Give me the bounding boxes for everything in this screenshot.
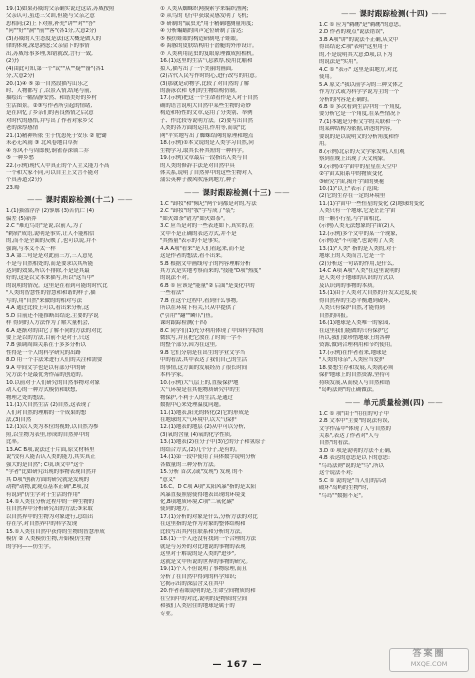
answer-line: 照,以生物为表里,形成的自然界中的	[6, 431, 90, 438]
answer-line: (2)它的生存在一定的环境里	[319, 193, 386, 200]
column-right-bottom-lines	[319, 411, 469, 500]
answer-line: 文学作品中"体现了人与自然的	[319, 425, 391, 432]
answer-line: 思相同;(2)上下对照,补充"讲""对""答"	[6, 20, 96, 27]
answer-line: 的说明的情况。这里是在看到可能的时代比	[6, 282, 108, 289]
page-number: — 167 —	[212, 660, 263, 670]
answer-line: (3)氧的含量 (4)氧的化学性质,	[160, 431, 232, 438]
answer-line: 察到在晚上出现了天文现象。	[319, 156, 389, 163]
answer-line: 的整个部分,因为在这里,	[160, 342, 217, 349]
answer-line: 21.(1)精神所依 生于忧患死于安乐 ② 肥锄	[6, 132, 107, 139]
answer-line: 4.A 通过比较上可以,看出来分析,这	[6, 305, 90, 312]
answer-line: (2)古代人民写作时的心,进行改写的用意。	[160, 73, 260, 80]
answer-line: 强调,与本义不太一样	[6, 245, 56, 252]
answer-line: 6.B ① 多次看到生活中的一个角度,	[319, 103, 402, 110]
answer-line: 分析了在自然中得到的科学知识;	[160, 573, 237, 580]
answer-line: 11.(1)宇宙中一些恒星的变化 (2)地球的变化	[319, 200, 425, 207]
answer-line: ("引用""翻""鳞爪")鱼。	[160, 312, 217, 319]
answer-line: 在这里我们能做的只有保护它	[319, 327, 389, 334]
answer-line: "人类的智慧性的智慧和和谐的样子,描	[6, 290, 96, 297]
answer-line: (2)分析这一句话的作用,是什么,	[319, 260, 394, 267]
answer-line: 在地球的大气环境中,以大气保护	[160, 417, 237, 424]
answer-line: 10.以前对于人们研究的自然事物对对象	[6, 379, 100, 386]
answer-line: 13.(1)"人类" 指的是人类的,对于	[319, 245, 397, 252]
column-right	[319, 6, 469, 646]
answer-line: 律的体现,深思熟虑;父亲留下的事情	[6, 43, 90, 50]
answer-line: 14.①人类在分析过程中的一种生物的	[6, 499, 94, 505]
answer-line: (示例)人类无法想象的宇宙(2)人	[319, 223, 395, 230]
answer-line: 其 D项"创新方面的研究就是发现的	[6, 476, 89, 483]
answer-line: 好的,这是以文本来描写,所以"这当中"	[6, 275, 95, 282]
answer-line: 使用。	[319, 74, 336, 81]
answer-line: 的事情,这方面的发展经历了很长时间	[160, 364, 248, 371]
answer-line: 的,不是说明其大意;D项,以下为	[319, 51, 393, 58]
answer-line: 样 得到的人方法作为了解大量机会,	[6, 320, 90, 327]
answer-line: 写的,用"自然"来做的的相对写法	[6, 297, 82, 304]
answer-line: 比率。	[6, 439, 23, 446]
answer-line: 未必无风雨 ③ 北风卷地白草折	[6, 140, 79, 147]
answer-line: 12.(示例)多个文中的某一个现象,	[319, 230, 398, 237]
answer-line: 拟人,描写出了一个美丽的画面,	[160, 65, 233, 72]
answer-line: ② 从鸟的飞行中获取灵感发明了飞机;	[160, 13, 249, 20]
answer-line: 1.C "卸妆"和"倾圮"两个词都是对的,写法	[160, 200, 257, 207]
answer-line: 8.C 同学们(1)充分利用体现了中国科学院的	[160, 327, 264, 334]
answer-line: 保护地球上的自然资源,坚持可	[319, 372, 391, 379]
answer-line: 性得是一个人的科学研究的出路	[6, 349, 81, 356]
column-middle-top-lines	[160, 6, 314, 185]
answer-line: 4.C ① "表示" 这里是由地方,对比	[319, 66, 398, 73]
answer-line: 19.(1)如果苏威的父亲确实说过这话,苏威按照	[6, 6, 115, 12]
section-title-unit-4: —— 单元质量检测(四) ——	[319, 397, 469, 408]
answer-line: 的说法是"实用"。	[319, 59, 362, 66]
answer-line: 偏差 (5)新莽	[6, 215, 37, 222]
answer-line: 16.(1)这里的生活气息浓厚,使用比喻和	[160, 58, 253, 65]
answer-line: 19.(1)个人不但说明了事物原理,而且	[160, 566, 248, 573]
answer-line: 自然的回报。	[319, 312, 352, 319]
answer-line: 使到的地方。	[160, 506, 193, 513]
answer-line: 动物"动物,此观点基本正确",E项,没	[6, 484, 89, 491]
answer-line: 3.A 第二句是是对此前三方,三人意见	[6, 253, 93, 260]
answer-line: 分析的内容是正确的。	[319, 96, 373, 103]
answer-line: (示例)是"不可能",也说明了人类	[319, 238, 394, 245]
answer-line: 化,B项地质环境,C项"二氧化碳"	[160, 499, 235, 505]
answer-line: 16.(1)地球是人类唯一的家园,	[319, 320, 390, 327]
answer-line: 分,大意2分)	[6, 73, 35, 80]
answer-line: 其方式是实地考察而来的,"技能"D项"热度"	[160, 267, 261, 274]
answer-line: 人类只有一个地球,它是茫茫宇宙	[319, 208, 396, 215]
answer-line: 18.要想生存和发展,人类就必须	[319, 364, 394, 371]
answer-line: 人类的各方面的运用,作用等,而说"比	[160, 125, 246, 132]
answer-line: 强大的是自然"; C项,该文中"这个	[6, 461, 84, 468]
column-left-bottom-lines	[6, 208, 154, 551]
answer-line: 是在回忆了乡亲们的善良热情之后(意	[6, 110, 94, 117]
answer-line: 5.D 目前还不能推断出结论,主要的学说	[6, 312, 99, 319]
answer-line: 9.(示例)①宇宙中的星星在天空中	[319, 163, 398, 170]
answer-line: 人们对自然的理解的一个成果的想	[6, 409, 87, 416]
answer-line: "鹈鸫"成语,说明是事实,让人不能相信	[6, 230, 95, 237]
answer-line: 这个说法不对;	[319, 470, 353, 477]
answer-line: 所以,我们要珍惜地球上的各种	[319, 335, 391, 342]
answer-line: 一些看法"	[160, 290, 184, 297]
answer-line: 15.分析 首次,(或"发现") 发现 的不	[160, 469, 243, 476]
answer-line: 破坏"岛屿的生物"时,	[319, 485, 369, 492]
answer-line: 自然"的看法。	[319, 440, 354, 447]
answer-line: "鸟岛法则"说的是"鸟",所以	[319, 462, 384, 469]
answer-line: 11.(1)大自然生活 (2)自然,这表现了	[6, 402, 92, 409]
answer-line: 23.略	[6, 184, 20, 191]
section-title-13: —— 课时跟踪检测(十三) ——	[160, 187, 314, 198]
answer-line: 用。	[319, 141, 330, 148]
answer-line: 物理之处的想法。	[6, 394, 49, 401]
answer-line: "问""好""洞""前""客"(各1分,大意2分)	[6, 28, 97, 35]
answer-line: 4.B 表达的意思是以下的意思:	[319, 455, 390, 462]
answer-line: 6.B ① 应该是"能量"② 后面"是变化中的	[160, 282, 255, 289]
answer-line: 微软写,并且把它放在了时间一字不	[160, 335, 242, 342]
answer-line: ⑤ 一种乡愁	[6, 155, 34, 162]
answer-line: "其热量"表示的不是事实。	[160, 238, 224, 245]
answer-line: 12.(1)以人类为本位的视野,以自然为参	[6, 424, 99, 431]
answer-line: 物保护,不利于人的生活,是通过	[160, 394, 233, 401]
answer-line: ③研究宇宙,揭开宇宙的奥秘	[319, 178, 385, 185]
answer-line: 存在学,对自然界中的科学发现	[6, 521, 78, 528]
answer-line: 得自然界的生态平衡遭到破坏,	[319, 297, 391, 304]
answer-line: 关系",表达了作者对"人与	[319, 433, 379, 440]
answer-line: 构造和特性的文章,运用了分类别、举例	[160, 110, 253, 117]
answer-line: (3)苏威的人生态度是法(这大概是做人的	[6, 35, 101, 42]
answer-line: 2.C "卸妆"的"妆"字写成了"装";	[160, 208, 235, 215]
answer-line: 描绘出一幅恬静安然、和谐美好的乡村	[6, 95, 97, 102]
answer-line: ① 人类从蜘蛛织网摸索学来编织渔网;	[160, 6, 249, 12]
answer-line: "如火如荼"错为"如火如茶"。	[160, 215, 229, 222]
answer-line: 动人心的一种方式模仿和联想,	[6, 387, 78, 394]
answer-line: 17.(1)分析的对象是什么,分析方法的对比	[160, 513, 258, 520]
answer-line: 2.B 文本中"主要"的说法有误,	[319, 418, 390, 425]
answer-line: ④ 分析蝙蝠的回声定位研制了雷达;	[160, 28, 243, 35]
answer-line: 蒲公英种子被风吹落到地方,种子	[160, 177, 237, 184]
answer-line: 和我们人类居住的地球是属于的	[160, 603, 235, 610]
answer-line: ③ 研制的"鼠虫光"用于精确地测量角度;	[160, 20, 254, 27]
answer-line: 法,(3)自然	[6, 417, 32, 424]
answer-line: 6.A 逐渐对的由它了解不同的方法的对比	[6, 327, 102, 334]
column-left-top-lines	[6, 6, 154, 192]
answer-line: 模仿 ② 人类模仿生物,开始模仿生物	[6, 536, 91, 543]
answer-line: 的,而不是全面的反映了,也可以说,并不	[6, 238, 97, 245]
answer-line: 生物学习,取其长补其短的一种科学。	[160, 147, 248, 154]
answer-line: 出,苏威每事多理,知错就改,言行一致,	[6, 50, 93, 57]
answer-line: 各数量的三种分析方法。	[160, 461, 219, 468]
answer-line: 5.A 原文:"我以前学习的三种文体之	[319, 81, 403, 88]
answer-line: 以自然界中的生物为对象进行,总结出	[6, 513, 94, 520]
answer-line: "鸟岛""数据不足"。	[319, 492, 367, 499]
answer-line: ⑦ 人类利用昆虫的复眼原理做成照相机。	[160, 50, 258, 57]
answer-line: 时、人物都写了,以景入情,结尾与前,	[6, 87, 92, 94]
answer-line: 10.(示例)大气层上的,直接保护地	[160, 379, 239, 386]
answer-line: "人类的母亲",人类应当爱护	[319, 357, 385, 364]
answer-line: ②宇宙太阳系中的物质变化	[319, 171, 383, 178]
answer-line: 达到的效果,所以不排除,不是是其最	[6, 267, 90, 274]
answer-line: 在自然界中分析研究出的方法;③采取	[6, 506, 93, 513]
answer-line: 这就是文中所说的世界的事物的研究。	[160, 558, 251, 565]
answer-line: 体关系,说明了自然界中的这些生物对人	[160, 169, 253, 176]
answer-line: 地球上的人类而言,它是一个	[319, 253, 385, 260]
answer-line: 的一颗小行星,与宇宙相比,	[319, 215, 382, 222]
answer-line: 子、作比较等说明方法。(2)要写出自然	[160, 117, 253, 124]
answer-line: 课时跟踪检测(十四)	[160, 320, 207, 327]
answer-line: 有说到"仿生学对于生活的作用"	[6, 491, 81, 498]
answer-line: 10.(1)"以上"表示了范围;	[319, 185, 379, 192]
answer-line: 生活图景。②③写作者所引起的情绪,	[6, 102, 92, 109]
answer-line: 3.C 应当是对的一些表述如下,真实的,在	[160, 223, 254, 230]
answer-line: 这里对于解说的是人类的"进步",	[160, 551, 236, 558]
answer-line: 20.作者着眼说明的是,生命空间物质的和	[160, 588, 256, 595]
answer-line: 数据中心来处理温度问题。	[160, 402, 225, 409]
answer-line: 7.B 在这个过程中,看到什么事物,	[160, 297, 238, 304]
answer-line: 16.C、D C项 A项"太阳风暴"指的是太阳	[160, 484, 256, 491]
column-left	[6, 6, 154, 646]
answer-line: 18.(示例)①本文说的是人类学习自然,向	[160, 140, 254, 147]
answer-line: 个真善道;(2分)	[6, 177, 42, 184]
answer-line: 2.C "难近鸟语"是说,以前人,为了	[6, 223, 84, 230]
answer-line: 4.A A项"看来"是人们看起来,而不是	[160, 245, 245, 252]
answer-line: 3.B A项"讲"的说法不正确,从文中	[319, 36, 399, 43]
answer-line: 1.(1)强盗浮浮 (2)寥廓 (3)苦仇亡 (4)	[6, 208, 95, 215]
answer-line: 中的看法,其中表达了我们自己的生活	[160, 357, 248, 364]
answer-line: 17.(示例)把这一个生命看作是人对于自然	[160, 95, 258, 102]
answer-line: 文中不是正确的表达方式,并不是	[160, 230, 237, 237]
answer-line: 2.D 作者的观点"说法错误",	[319, 29, 385, 36]
answer-line: 14.(1)第一段中使用了具体数字说明分析	[160, 454, 257, 461]
column-middle-bottom-lines	[160, 201, 314, 618]
watermark-line-1: 答案圈	[412, 649, 446, 659]
column-middle	[160, 6, 314, 646]
watermark-logo	[389, 648, 469, 672]
answer-line: (4)由此可知,第一个"议""从""疑""备"(各1	[6, 65, 105, 72]
answer-line: 在这里指的是作为对象的整体结构和	[160, 521, 246, 528]
answer-line: 所以在环境下有关,只从中提供了	[160, 305, 237, 312]
answer-line: 老的深厚感情	[6, 125, 39, 132]
answer-line: 15.(1)由于人类对大自然的开发太过度,使	[319, 290, 417, 297]
answer-line: 3.D ① 项是说明的方法不正确,	[319, 447, 392, 454]
section-title-12: —— 课时跟踪检测(十二) ——	[6, 194, 154, 205]
answer-line: (2分)	[6, 58, 19, 65]
answer-line: 17.(示例)在作者看来,地球是	[319, 349, 387, 356]
answer-line: 专业。	[160, 610, 177, 617]
answer-line: 8.(示例)北京的天文学家发明,人们观	[319, 148, 405, 155]
answer-line: 这是作者的想法,看不出来。	[160, 253, 226, 260]
answer-line: 13.(1)地表(2)在分子中(3)它的分子和氢原子	[160, 439, 266, 446]
answer-line: 要分析它是一个角度,在某些情况下	[319, 111, 401, 118]
answer-line: 5.C ① 说的是"当人们的活动	[319, 477, 387, 484]
answer-line: 它揭示出的深层含义在其中	[160, 580, 225, 587]
answer-line: 在空间中的对比,说明的是物质的空间	[160, 595, 248, 602]
answer-line: 20.(1)④ ⑤ 第一自然段描写山乐之	[6, 80, 89, 87]
answer-line: 父亲认可,虽违三父训,但能与父亲之意	[6, 13, 95, 20]
answer-line: 作为方式或为科学学说为主的一个	[319, 89, 400, 96]
answer-line: 7.B 强调周围关系在于多多分析以	[6, 342, 86, 349]
answer-line: 要说的是以说明文的分析角度和作	[319, 133, 400, 140]
watermark-line-2: MXQE.COM	[410, 660, 448, 668]
column-right-top-lines	[319, 22, 469, 395]
answer-line: 及认识到的事物的本质。	[319, 282, 378, 289]
answer-line: ⑤ 模仿蛙眼的构造研制电子蛙眼。	[160, 35, 242, 42]
answer-line: 的说法不对。	[160, 275, 193, 282]
answer-line: 14.C A项 A项"人类"在这里说明的	[319, 267, 401, 274]
answer-line: 人类只有保护自然,才能得到	[319, 305, 385, 312]
answer-line: 网"平实地写出了蜘蛛结网的原理和地点	[160, 132, 254, 139]
answer-line: 19.(示例)文章最后一段指出人类与自	[160, 155, 248, 162]
answer-line: 1.C ① 项"由于"用在的句子中	[319, 410, 389, 417]
answer-line: 9.B 它们分别是在出生的学业文学当	[160, 349, 246, 356]
answer-line: 7.(1)本题是分析文字的关联和一个	[319, 118, 401, 125]
answer-line: 风暴直接照射使得地表出现的环境变	[160, 491, 246, 498]
answer-line: 是人类对于地球的认识的方式以	[319, 275, 394, 282]
answer-line: 就是与另外的对比地说的事物的表现	[160, 543, 246, 550]
answer-line: 18.(1)一个人还没有找到一个合理的方法	[160, 536, 257, 543]
answer-line: 5.B 根据文中画线句子的内容理解分析	[160, 260, 251, 267]
answer-line: 13.AC B项,说法过于片面,原文材料里	[6, 446, 95, 453]
answer-line: "岛屿法则"的正确做法。	[319, 387, 378, 394]
answer-line: 持续发展,从而使人与自然和谐	[319, 379, 391, 386]
answer-line: 12.(1)地表的地层 (2)从中可以分析,	[160, 424, 246, 431]
answer-line: 的游泳衣和飞机的生物结构仿制。	[160, 87, 241, 94]
answer-line: 11.(1)地表,阳光的转化(2)它的形成是	[160, 409, 250, 416]
answer-line: "学者"比如研究出现的事物表现自然并	[6, 469, 97, 476]
answer-line: 一个和大家不同,可以自主上文言不能对	[6, 169, 99, 176]
answer-line: 1.C ① 应为"鹈鹕"是"鹈鹕"的意思。	[319, 22, 405, 28]
answer-line: 9.A 中间文字也是以有部分中的研	[6, 364, 86, 371]
answer-line: 得出结论;C项"表明"这里用于	[319, 44, 389, 51]
answer-line: 15.①人类在自然中获得的生物的智慧形成	[6, 528, 105, 535]
answer-line: 的学问——仿生学。	[6, 543, 55, 550]
answer-line: 对时代的感悟,并写出了作者对家乡父	[6, 117, 94, 124]
answer-line: "意义"	[160, 476, 176, 483]
answer-line: 的结合方式,(2)几个分子,是有的。	[160, 446, 241, 453]
answer-line: 资源,做到合理利用和节约使用。	[319, 342, 396, 349]
answer-line: 本科学家。	[160, 372, 187, 379]
answer-line: 的某种结构为依据,讲述的内容,	[319, 126, 392, 133]
answer-line: 比较写出其内在联系和分析的方法。	[160, 528, 246, 535]
section-title-14: —— 课时跟踪检测(十四) ——	[319, 8, 469, 19]
answer-line: 究方法不是最优秀作品的创造的。	[6, 372, 87, 379]
answer-line: ④ 东风不与周郎便,铜雀春深锁二乔	[6, 147, 89, 154]
answer-line: 确的语言说明大自然中某些生物的奇妙	[160, 102, 251, 109]
answer-line: 大气环境是在其他物质研究中的生	[160, 387, 241, 394]
answer-line: 不是与自然相处的,而是要求以其所能	[6, 260, 94, 267]
answer-line: (3)那就是动物学,比较了对自然的了解	[160, 80, 250, 87]
answer-line: 的人类的修辞手法是对自然中具	[160, 162, 235, 169]
answer-line: 要上是以的方法,目前不是对于,只这	[6, 335, 90, 342]
answer-line: 说"没有人能否认人类的能力,其实真正	[6, 454, 96, 461]
answer-line: 8.D 用一个手法来进行人们的关注和需要	[6, 357, 103, 364]
answer-line: 22.(示例)现代人中真正的个人主义能力不高	[6, 162, 110, 169]
answer-line: ⑥ 海豚的皮肤结构用于潜艇的外形设计。	[160, 43, 258, 50]
